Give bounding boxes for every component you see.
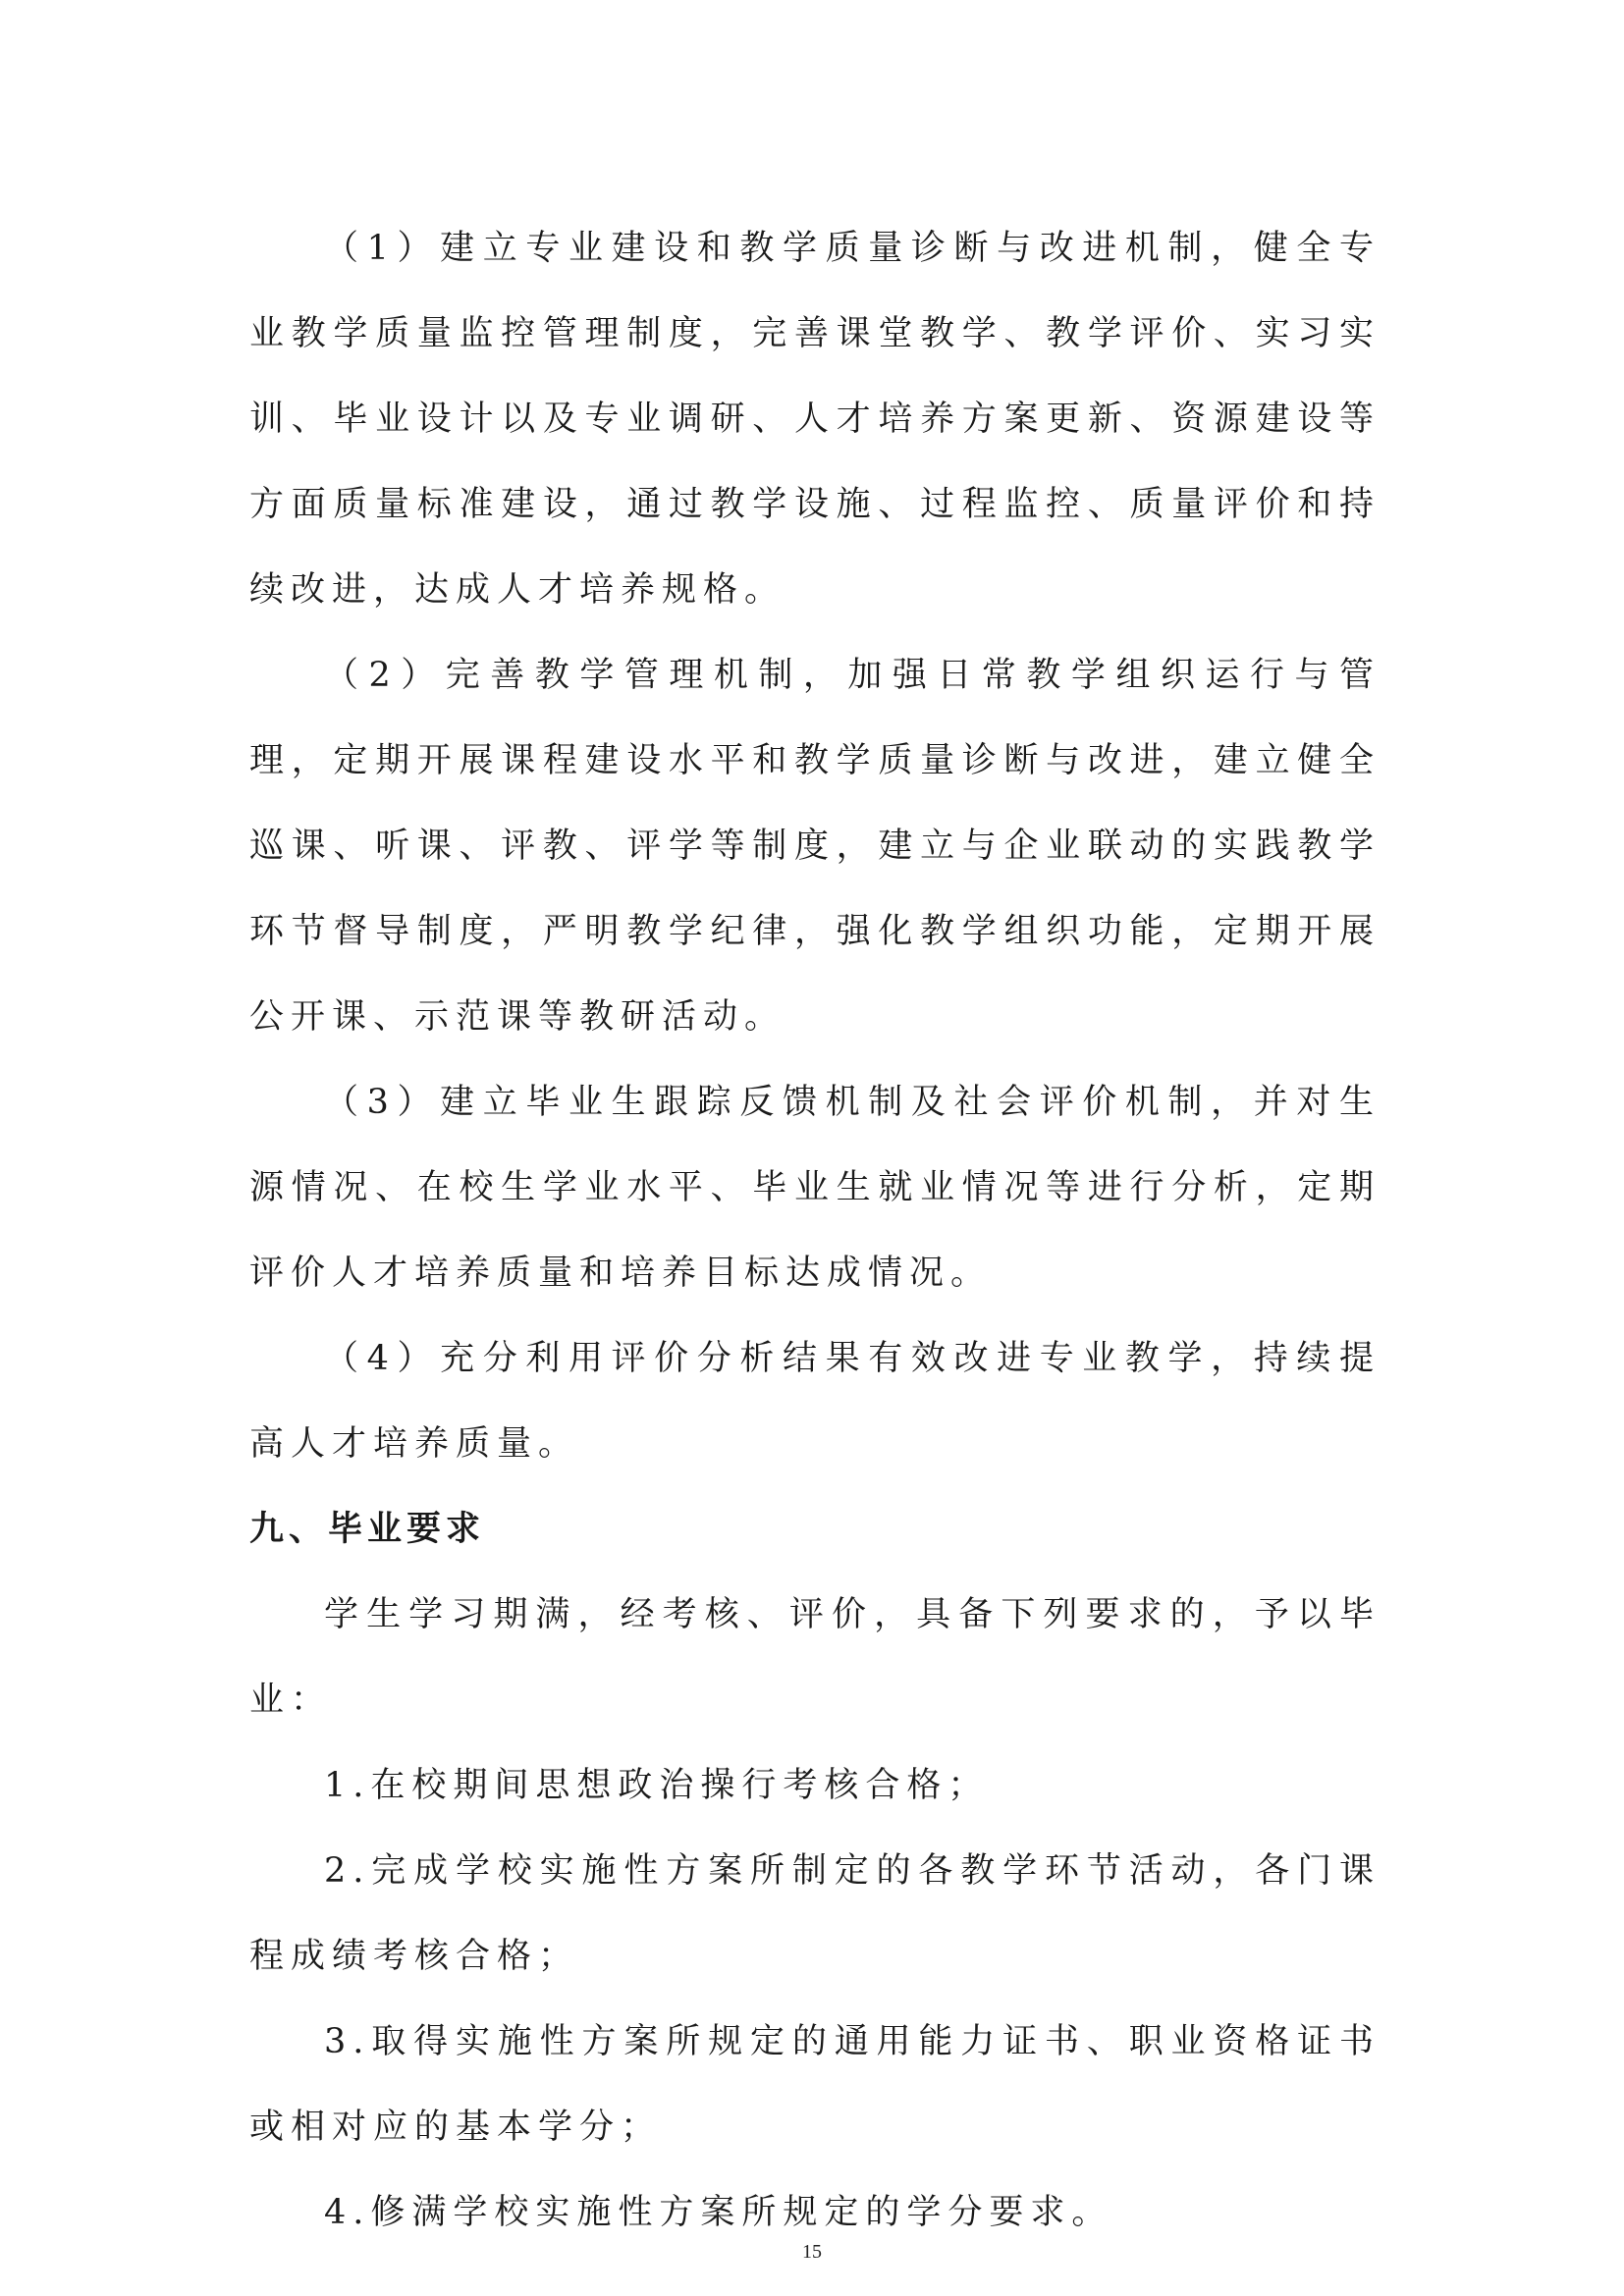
graduation-requirement-4: 4.修满学校实施性方案所规定的学分要求。 — [324, 2193, 1113, 2232]
graduation-requirement-2: 2.完成学校实施性方案所制定的各教学环节活动，各门课程成绩考核合格； — [249, 1851, 1380, 1976]
page-content — [249, 206, 1380, 2256]
section-heading-graduation: 九、毕业要求 — [249, 1510, 486, 1549]
graduation-requirement-3: 3.取得实施性方案所规定的通用能力证书、职业资格证书或相对应的基本学分； — [249, 2022, 1380, 2147]
graduation-requirement-1: 1.在校期间思想政治操行考核合格； — [324, 1766, 990, 1805]
quality-item-4: （4）充分利用评价分析结果有效改进专业教学，持续提高人才培养质量。 — [249, 1339, 1380, 1464]
quality-item-3: （3）建立毕业生跟踪反馈机制及社会评价机制，并对生源情况、在校生学业水平、毕业生就业情况等进行分析，定期评价人才培养质量和培养目标达成情况。 — [249, 1083, 1380, 1293]
quality-item-1: （1）建立专业建设和教学质量诊断与改进机制，健全专业教学质量监控管理制度，完善课堂教学、教学评价、实习实训、毕业设计以及专业调研、人才培养方案更新、资源建设等方面质量标准建设，通过教学设施、过程监控、质量评价和持续改进，达成人才培养规格。 — [249, 229, 1380, 610]
quality-item-2: （2）完善教学管理机制，加强日常教学组织运行与管理，定期开展课程建设水平和教学质量诊断与改进，建立健全巡课、听课、评教、评学等制度，建立与企业联动的实践教学环节督导制度，严明教学纪律，强化教学组织功能，定期开展公开课、示范课等教研活动。 — [249, 656, 1380, 1037]
graduation-intro: 学生学习期满，经考核、评价，具备下列要求的，予以毕业： — [249, 1595, 1380, 1720]
page-number: 15 — [802, 2241, 822, 2263]
